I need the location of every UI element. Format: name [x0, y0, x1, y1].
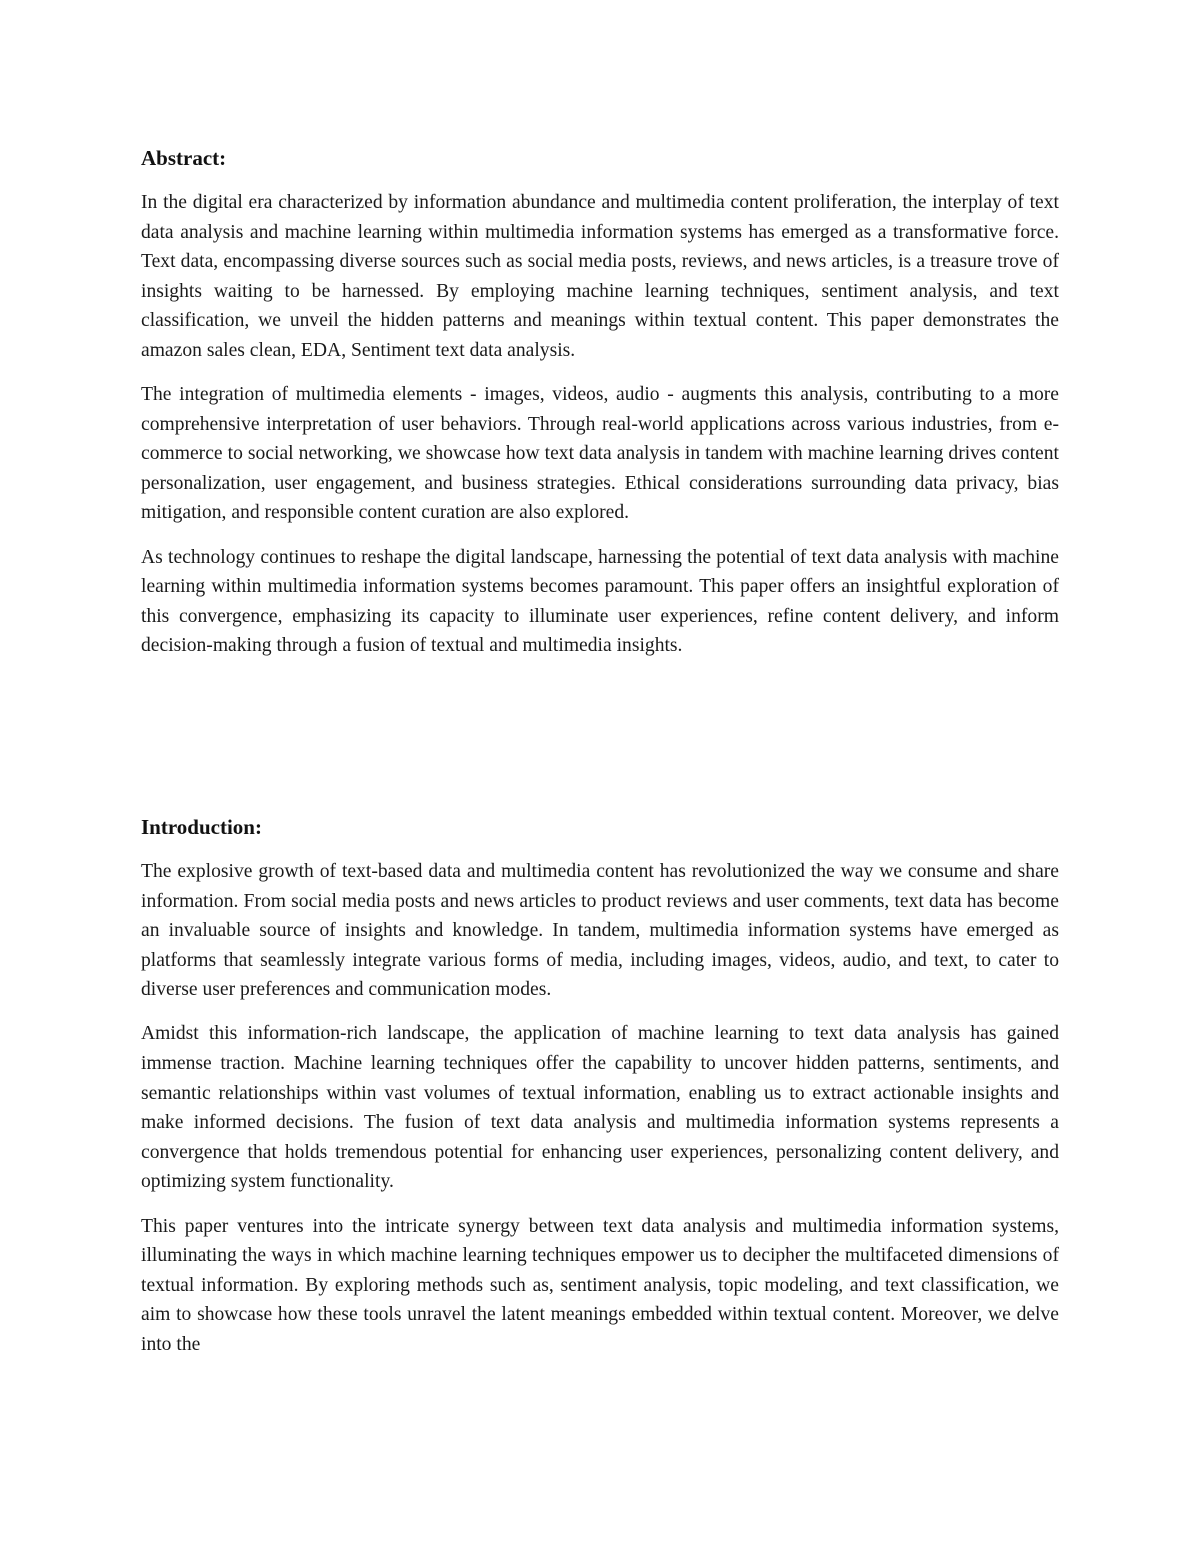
abstract-paragraph-3: As technology continues to reshape the digital landscape, harnessing the potential of text data analysis with machine learning within multimedia information systems becomes paramount. This paper offers an insightful exploration of this convergence, emphasizing its capacity to illuminate user experiences, refine content delivery, and inform decision-making through a fusion of textual and multimedia insights.	[141, 546, 1059, 657]
abstract-paragraph-1: In the digital era characterized by information abundance and multimedia content proliferation, the interplay of text data analysis and machine learning within multimedia information systems has emerged as a transformative force. Text data, encompassing diverse sources such as social media posts, reviews, and news articles, is a treasure trove of insights waiting to be harnessed. By employing machine learning techniques, sentiment analysis, and text classification, we unveil the hidden patterns and meanings within textual content. This paper demonstrates the amazon sales clean, EDA, Sentiment text data analysis.	[141, 192, 1059, 361]
abstract-heading: Abstract:	[141, 146, 227, 170]
introduction-paragraph-3: This paper ventures into the intricate synergy between text data analysis and multimedia information systems, illuminating the ways in which machine learning techniques empower us to decipher the multifaceted dimensions of textual information. By exploring methods such as, sentiment analysis, topic modeling, and text classification, we aim to showcase how these tools unravel the latent meanings embedded within textual content. Moreover, we delve into the	[141, 1215, 1059, 1355]
abstract-paragraph-2: The integration of multimedia elements - images, videos, audio - augments this analysis, contributing to a more comprehensive interpretation of user behaviors. Through real-world applications across various industries, from e-commerce to social networking, we showcase how text data analysis in tandem with machine learning drives content personalization, user engagement, and business strategies. Ethical considerations surrounding data privacy, bias mitigation, and responsible content curation are also explored.	[141, 384, 1059, 524]
abstract-section	[141, 144, 1059, 675]
introduction-paragraph-1: The explosive growth of text-based data and multimedia content has revolutionized the way we consume and share information. From social media posts and news articles to product reviews and user comments, text data has become an invaluable source of insights and knowledge. In tandem, multimedia information systems have emerged as platforms that seamlessly integrate various forms of media, including images, videos, audio, and text, to cater to diverse user preferences and communication modes.	[141, 861, 1059, 1001]
introduction-section	[141, 813, 1059, 1374]
introduction-paragraph-2: Amidst this information-rich landscape, the application of machine learning to text data analysis has gained immense traction. Machine learning techniques offer the capability to uncover hidden patterns, sentiments, and semantic relationships within vast volumes of textual information, enabling us to extract actionable insights and make informed decisions. The fusion of text data analysis and multimedia information systems represents a convergence that holds tremendous potential for enhancing user experiences, personalizing content delivery, and optimizing system functionality.	[141, 1023, 1059, 1193]
introduction-heading: Introduction:	[141, 815, 262, 839]
